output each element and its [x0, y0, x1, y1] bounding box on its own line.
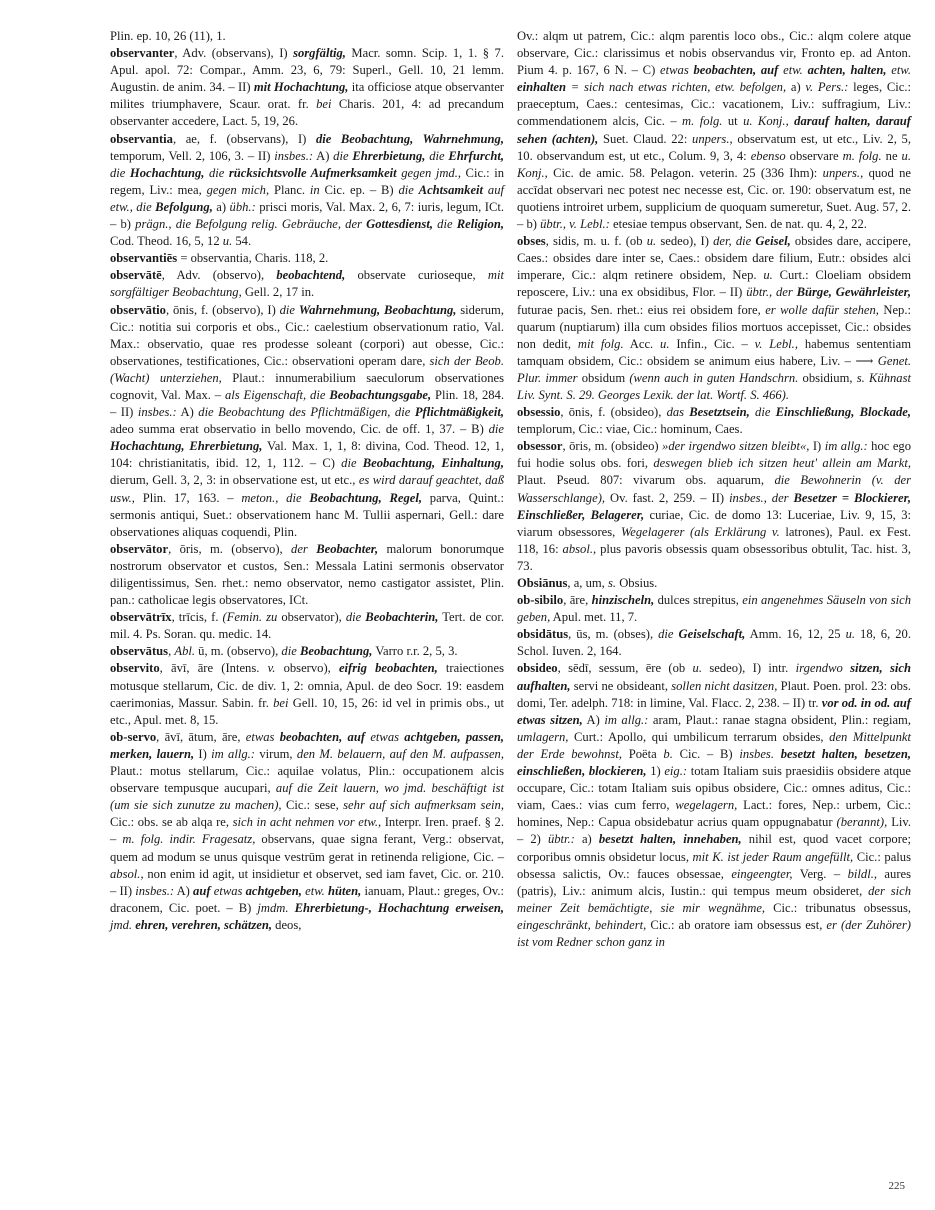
dictionary-entry: obses, sidis, m. u. f. (ob u. sedeo), I) der, die Geisel, obsides dare, accipere, Caes.: obsides dare inter se, Caes.: obsidem dare filium, Eutr.: obsides alci imperare, Cic.: alqm retinere obsidem, Nep. u. Curt.: Cloeliam obsidem reposcere, Liv.: una ex obsidibus, Flor. – II) übtr., der Bürge, Gewährleister, futurae pacis, Sen. rhet.: eius rei obsidem fore, er wolle dafür stehen, Nep.: quarum (nuptiarum) illa cum obsides filios mortuos accepisset, Cic.: obsides non dedit, mit folg. Acc. u. Infin., Cic. – v. Lebl., habemus sententiam tamquam obsidem, Cic.: obsidem se animum eius habere, Liv. – ⟶ Genet. Plur. immer obsidum (wenn auch in guten Handschrn. obsidium, s. Kühnast Liv. Synt. S. 29. Georges Lexik. der lat. Wortf. S. 466).: [517, 234, 912, 402]
dictionary-entry: observātor, ōris, m. (observo), der Beobachter, malorum bonorumque nostrorum observator et custos, Sen.: Messala Latini sermonis observator diligentissimus, Sen. rhet.: nemo observator, nemo castigator assistet, Plin. pan.: catholicae legis observatores, ICt.: [110, 541, 504, 608]
dictionary-entry: observanter, Adv. (observans), I) sorgfältig, Macr. somn. Scip. 1, 1. § 7. Apul. apol. 72: Compar., Amm. 23, 6, 79: Superl., Gell. 10, 21 lemm. Augustin. de anim. 34. – II) mit Hochachtung, ita officiose atque observanter milites triumphavere, Scaur. orat. fr. bei Charis. 201, 4: ad precandum observanter accedere, Lact. 5, 19, 26.: [110, 46, 504, 129]
right-column: [517, 28, 911, 951]
dictionary-entry: observātrīx, trīcis, f. (Femin. zu observator), die Beobachterin, Tert. de cor. mil. 4. Ps. Soran. qu. medic. 14.: [110, 610, 504, 642]
left-column: [110, 28, 504, 934]
dictionary-entry: observito, āvī, āre (Intens. v. observo), eifrig beobachten, traiectiones motusque stellarum, Cic. de div. 1, 2: omnia, Apul. de deo Socr. 19: easdem caerimonias, Massur. Sabin. fr. bei Gell. 10, 15, 26: id vel in primis obs., ut etc., Apul. met. 8, 15.: [110, 661, 504, 727]
dictionary-entry: ob-sibilo, āre, hinzischeln, dulces strepitus, ein angenehmes Säuseln von sich geben, Apul. met. 11, 7.: [517, 593, 911, 625]
page-number: 225: [888, 1180, 905, 1192]
dictionary-entry: obsessor, ōris, m. (obsideo) »der irgendwo sitzen bleibt«, I) im allg.: hoc ego fui hodie solus obs. fori, deswegen blieb ich sitzen heut' allein am Markt, Plaut. Pseud. 807: vivarum obs. aquarum, die Bewohnerin (v. der Wasserschlange), Ov. fast. 2, 259. – II) insbes., der Besetzer = Blockierer, Einschließer, Belagerer, curiae, Cic. de domo 13: Luceriae, Liv. 9, 15, 3: viarum obsessores, Wegelagerer (als Erklärung v. latrones), Paul. ex Fest. 118, 16: absol., plus pavoris obsessis quam obsessoribus obtulit, Tac. hist. 3, 73.: [517, 439, 912, 573]
dictionary-entry: Plin. ep. 10, 26 (11), 1.: [110, 29, 226, 43]
dictionary-entry: obsessio, ōnis, f. (obsideo), das Besetztsein, die Einschließung, Blockade, templorum, Cic.: viae, Cic.: hominum, Caes.: [517, 405, 911, 437]
dictionary-entry: observantiēs = observantia, Charis. 118, 2.: [110, 251, 329, 266]
dictionary-entry: observātē, Adv. (observo), beobachtend, observate curioseque, mit sorgfältiger Beobachtung, Gell. 2, 17 in.: [110, 268, 504, 300]
dictionary-entry: observātus, Abl. ū, m. (observo), die Beobachtung, Varro r.r. 2, 5, 3.: [110, 644, 458, 659]
dictionary-entry: Obsiānus, a, um, s. Obsius.: [517, 576, 658, 590]
dictionary-entry: obsideo, sēdī, sessum, ēre (ob u. sedeo), I) intr. irgendwo sitzen, sich aufhalten, servi ne obsideant, sollen nicht dasitzen, Plaut. Poen. prol. 23: obs. domi, Ter. adelph. 718: in limine, Val. Flacc. 2, 238. – II) tr. vor od. in od. auf etwas sitzen, A) im allg.: aram, Plaut.: ranae stagna obsident, Plin.: regiam, umlagern, Curt.: Apollo, qui umbilicum terrarum obsides, den Mittelpunkt der Erde bewohnst, Poëta b. Cic. – B) insbes. besetzt halten, besetzen, einschließen, blockieren, 1) eig.: totam Italiam suis praesidiis obsidere atque occupare, Cic.: totam Italiam suis opibus obsidere, Cic.: omnes aditus, Cic.: viam, Caes.: vias cum ferro, wegelagern, Lact.: fores, Nep.: urbem, Cic.: homines, Nep.: Capua obsidebatur acrius quam oppugnabatur (berannt), Liv. – 2) übtr.: a) besetzt halten, innehaben, nihil est, quod vacet corpore; corporibus omnis obsidetur locus, mit K. ist jeder Raum angefüllt, Cic.: palus obsessa salictis, Ov.: fauces obsessae, eingeengter, Verg. – bildl., aures (patris), Liv.: animum alcis, Iustin.: qui tempus meum obsideret, der sich meiner Zeit bemächtigte, sie mir wegnähme, Cic.: tribunatus obsessus, eingeschränkt, behindert, Cic.: ab oratore iam obsessus est, er (der Zuhörer) ist vom Redner schon ganz in: [517, 661, 912, 949]
dictionary-entry: ob-servo, āvī, ātum, āre, etwas beobachten, auf etwas achtgeben, passen, merken, lauern, I) im allg.: virum, den M. belauern, auf den M. aufpassen, Plaut.: motus stellarum, Cic.: aquilae volatus, Plin.: occupationem alcis observare tempusque aucupari, auf die Zeit lauern, wo jmd. beschäftigt ist (um sie sich zunutze zu machen), Cic.: sese, sehr auf sich aufmerksam sein, Cic.: obs. se ab alqa re, sich in acht nehmen vor etw., Interpr. Iren. praef. § 2. – m. folg. indir. Fragesatz, observans, quae signa ferant, Verg.: observat, quem ad modum se unus quisque vestrūm gerat in retinenda religione, Cic. – absol., non enim id agit, ut insidietur et observet, sed iam favet, Cic. or. 210. – II) insbes.: A) auf etwas achtgeben, etw. hüten, ianuam, Plaut.: greges, Ov.: draconem, Cic. poet. – B) jmdm. Ehrerbietung-, Hochachtung erweisen, jmd. ehren, verehren, schätzen, deos,: [110, 729, 505, 932]
dictionary-entry: Ov.: alqm ut patrem, Cic.: alqm parentis loco obs., Cic.: alqm colere atque observare, Cic.: clarissimus et nobis observandus vir, Fronto ep. ad Anton. Pium 4. p. 167, 6 N. – C) etwas beobachten, auf etw. achten, halten, etw. einhalten = sich nach etwas richten, etw. befolgen, a) v. Pers.: leges, Cic.: praeceptum, Caes.: centesimas, Cic.: vacationem, Liv.: suffragium, Liv.: commendationem alcis, Cic. – m. folg. ut u. Konj., darauf halten, darauf sehen (achten), Suet. Claud. 22: unpers., observatum est, ut etc., Liv. 2, 5, 10. observandum est, ut etc., Colum. 9, 3, 4: ebenso observare m. folg. ne u. Konj., Cic. de amic. 58. Pelagon. veterin. 25 (336 Ihm): unpers., quod ne accīdat observari nec potest nec necesse est, Cic. or. 190: observatum est, ne quotiens introiret urbem, supplicium de quoquam sumeretur, Suet. Aug. 57, 2. – b) übtr., v. Lebl.: etesiae tempus observant, Sen. de nat. qu. 4, 2, 22.: [517, 29, 912, 232]
dictionary-entry: observantia, ae, f. (observans), I) die Beobachtung, Wahrnehmung, temporum, Vell. 2, 106, 3. – II) insbes.: A) die Ehrerbietung, die Ehrfurcht, die Hochachtung, die rücksichtsvolle Aufmerksamkeit gegen jmd., Cic.: in regem, Liv.: mea, gegen mich, Planc. in Cic. ep. – B) die Achtsamkeit auf etw., die Befolgung, a) übh.: prisci moris, Val. Max. 2, 6, 7: iuris, legum, ICt. – b) prägn., die Befolgung relig. Gebräuche, der Gottesdienst, die Religion, Cod. Theod. 16, 5, 12 u. 54.: [110, 131, 505, 249]
dictionary-entry: observātio, ōnis, f. (observo), I) die Wahrnehmung, Beobachtung, siderum, Cic.: notitia sui corporis et obs., Cic.: caelestium observationum ratio, Val. Max.: observatio, quae res prodesse soleant (corpori) aut obesse, Cic.: observationes, testificationes, Cic.: observationi operam dare, sich der Beob. (Wacht) unterziehen, Plaut.: innumerabilium saeculorum observationes cognovit, Val. Max. – als Eigenschaft, die Beobachtungsgabe, Plin. 18, 284. – II) insbes.: A) die Beobachtung des Pflichtmäßigen, die Pflichtmäßigkeit, adeo summa erat observatio in bello movendo, Cic. de off. 1, 37. – B) die Hochachtung, Ehrerbietung, Val. Max. 1, 1, 8: divina, Cod. Theod. 12, 1, 104: christianitatis, ibid. 12, 1, 112. – C) die Beobachtung, Einhaltung, dierum, Gell. 3, 2, 3: in observatione est, ut etc., es wird darauf geachtet, daß usw., Plin. 17, 163. – meton., die Beobachtung, Regel, parva, Quint.: sermonis antiqui, Suet.: observationem hanc M. Tullii aspernari, Gell.: dare observationes aliquas coquendi, Plin.: [110, 302, 505, 539]
dictionary-entry: obsidātus, ūs, m. (obses), die Geiselschaft, Amm. 16, 12, 25 u. 18, 6, 20. Schol. Iuven. 2, 164.: [517, 627, 911, 659]
